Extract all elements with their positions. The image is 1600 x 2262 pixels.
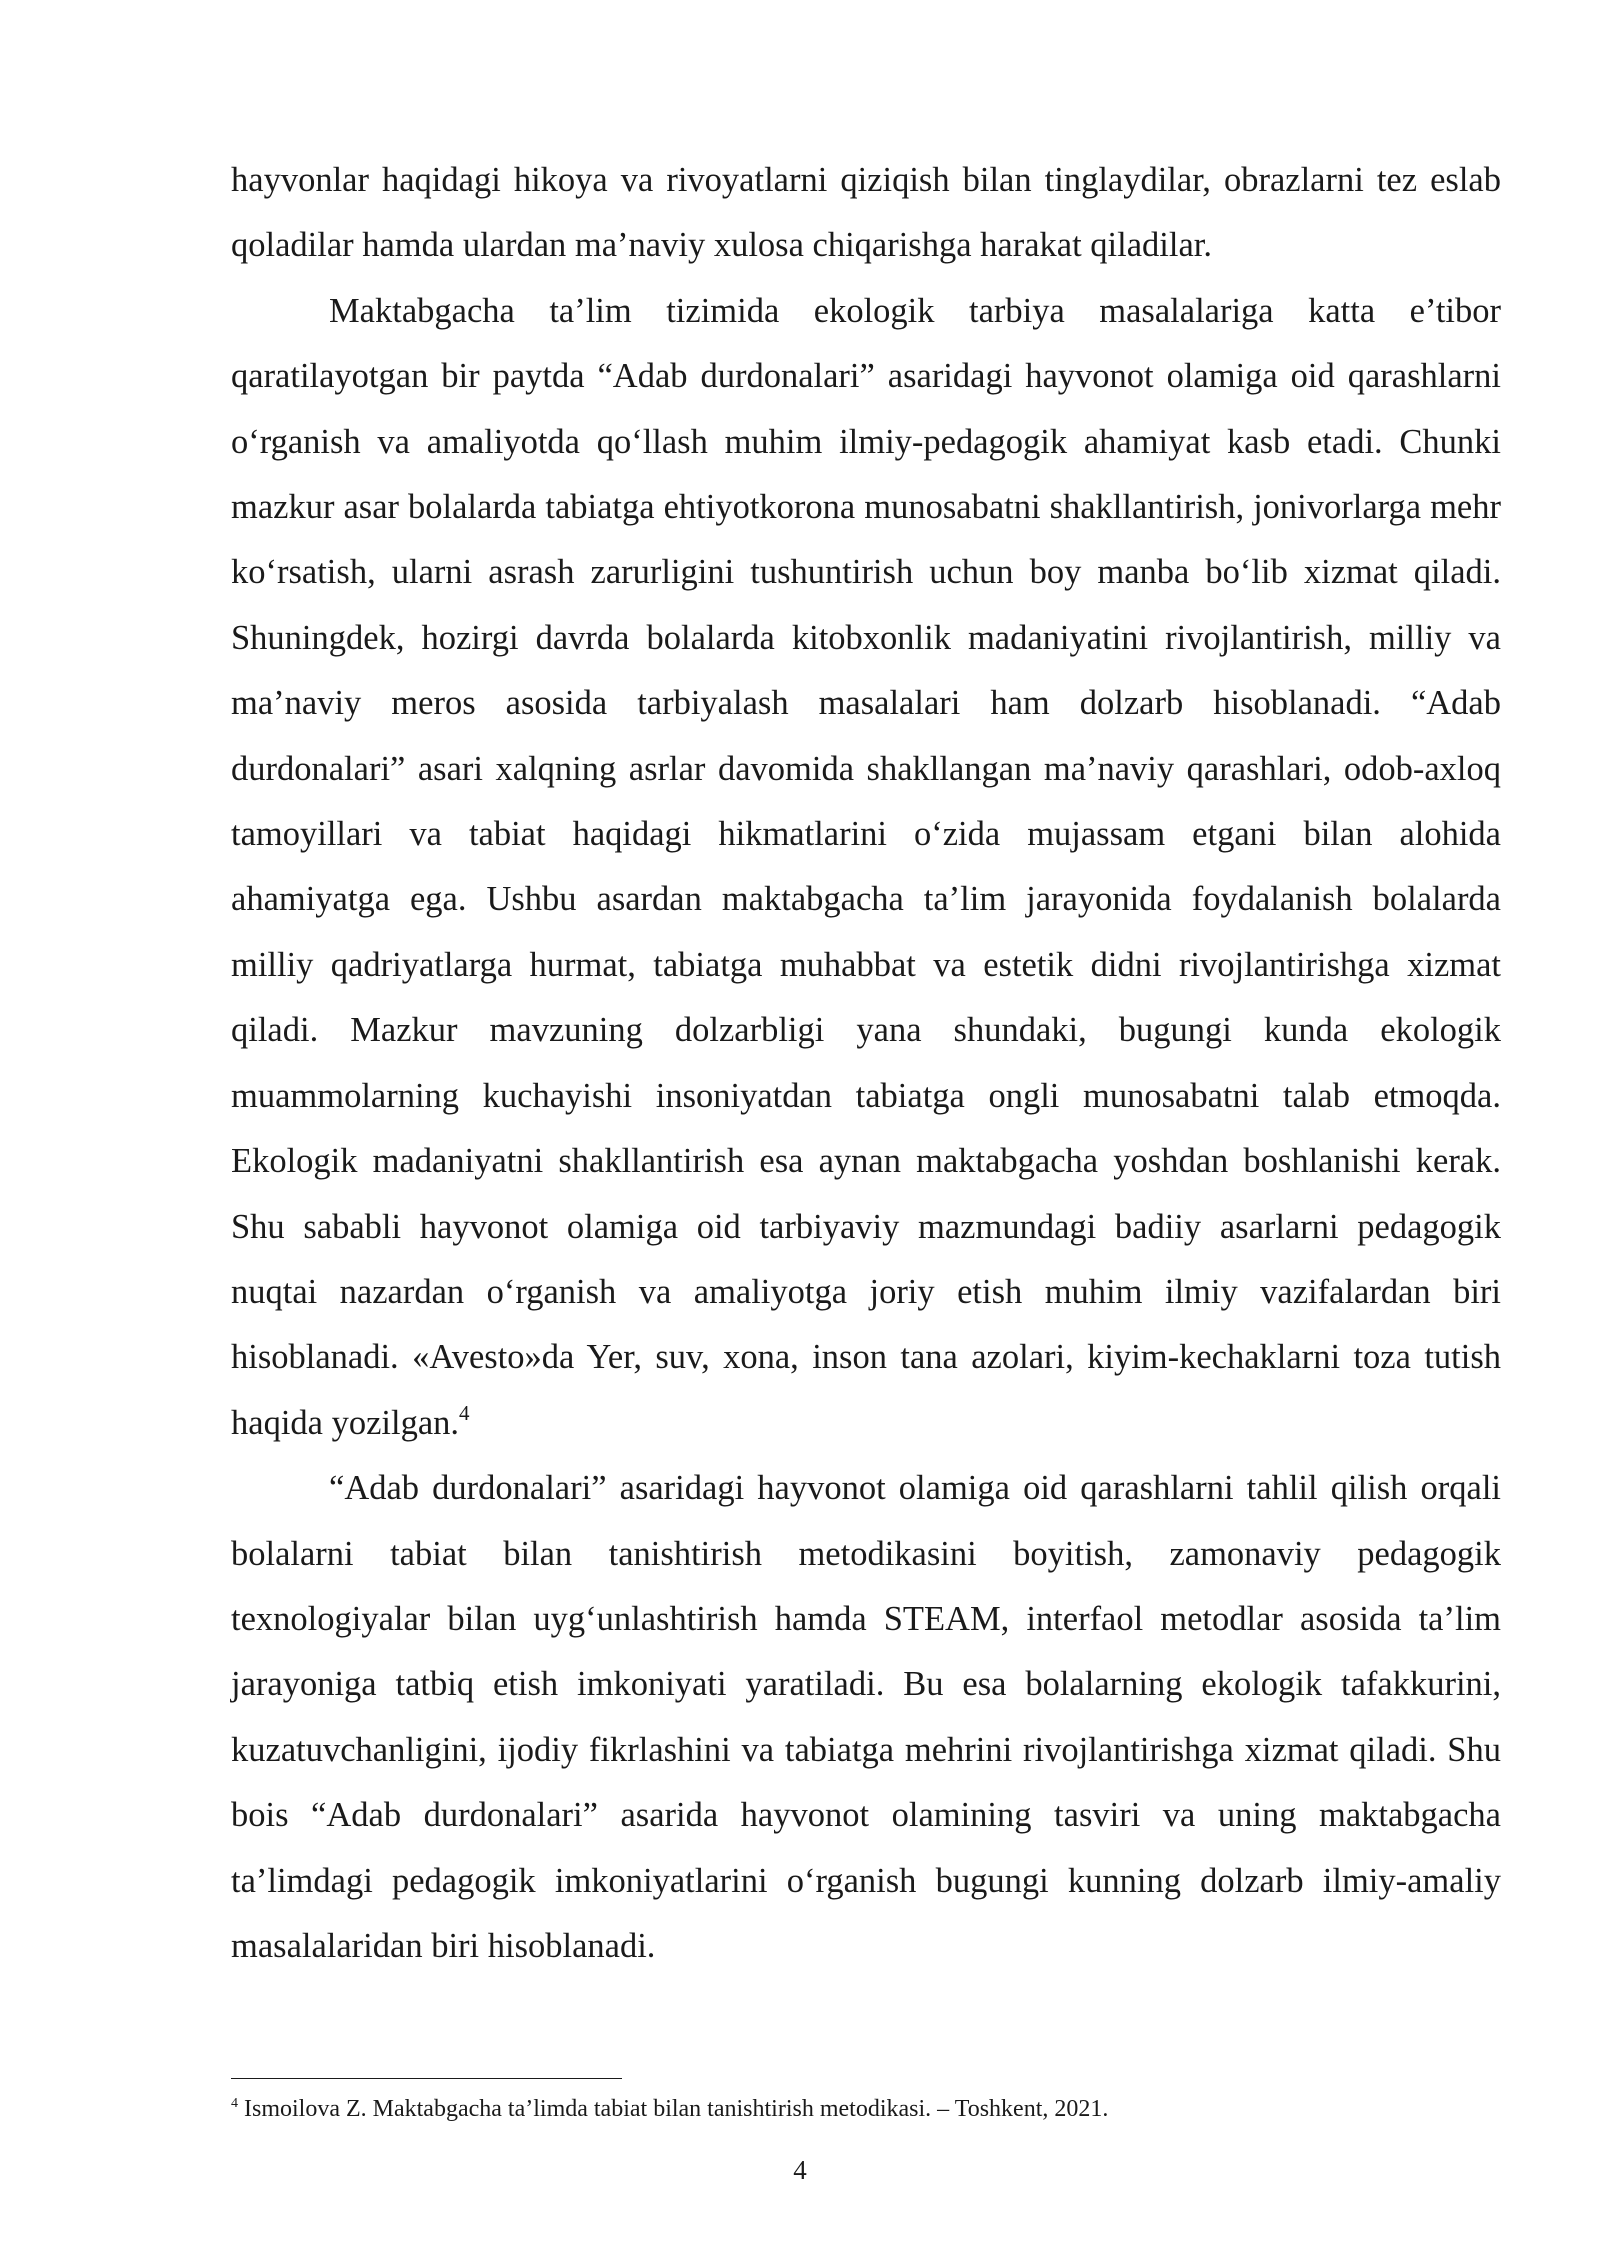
document-body [231, 148, 1501, 1979]
footnote-reference[interactable]: 4 [459, 1400, 470, 1425]
paragraph-analysis: “Adab durdonalari” asaridagi hayvonot olamiga oid qarashlarni tahlil qilish orqali bolalarni tabiat bilan tanishtirish metodikasini boyitish, zamonaviy pedagogik texnologiyalar bilan uyg‘unlashtirish hamda STEAM, interfaol metodlar asosida ta’lim jarayoniga tatbiq etish imkoniyati yaratiladi. Bu esa bolalarning ekologik tafakkurini, kuzatuvchanligini, ijodiy fikrlashini va tabiatga mehrini rivojlantirishga xizmat qiladi. Shu bois “Adab durdonalari” asarida hayvonot olamining tasviri va uning maktabgacha ta’limdagi pedagogik imkoniyatlarini o‘rganish bugungi kunning dolzarb ilmiy-amaliy masalalaridan biri hisoblanadi. [231, 1469, 1501, 1965]
paragraph-continuation: hayvonlar haqidagi hikoya va rivoyatlarni qiziqish bilan tinglaydilar, obrazlarni tez eslab qoladilar hamda ulardan ma’naviy xulosa chiqarishga harakat qiladilar. [231, 161, 1501, 265]
footnote-separator [231, 2078, 622, 2079]
paragraph-ecological-education [231, 279, 1501, 1456]
footnote [231, 2092, 1501, 2126]
footnote-text: Ismoilova Z. Maktabgacha ta’limda tabiat bilan tanishtirish metodikasi. – Toshkent, 2021. [244, 2096, 1109, 2122]
paragraph-text: Maktabgacha ta’lim tizimida ekologik tarbiya masalalariga katta e’tibor qaratilayotgan bir paytda “Adab durdonalari” asaridagi hayvonot olamiga oid qarashlarni o‘rganish va amaliyotda qo‘llash muhim ilmiy-pedagogik ahamiyat kasb etadi. Chunki mazkur asar bolalarda tabiatga ehtiyotkorona munosabatni shakllantirish, jonivorlarga mehr ko‘rsatish, ularni asrash zarurligini tushuntirish uchun boy manba bo‘lib xizmat qiladi. Shuningdek, hozirgi davrda bolalarda kitobxonlik madaniyatini rivojlantirish, milliy va ma’naviy meros asosida tarbiyalash masalalari ham dolzarb hisoblanadi. “Adab durdonalari” asari xalqning asrlar davomida shakllangan ma’naviy qarashlari, odob-axloq tamoyillari va tabiat haqidagi hikmatlarini o‘zida mujassam etgani bilan alohida ahamiyatga ega. Ushbu asardan maktabgacha ta’lim jarayonida foydalanish bolalarda milliy qadriyatlarga hurmat, tabiatga muhabbat va estetik didni rivojlantirishga xizmat qiladi. Mazkur mavzuning dolzarbligi yana shundaki, bugungi kunda ekologik muammolarning kuchayishi insoniyatdan tabiatga ongli munosabatni talab etmoqda. Ekologik madaniyatni shakllantirish esa aynan maktabgacha yoshdan boshlanishi kerak. Shu sababli hayvonot olamiga oid tarbiyaviy mazmundagi badiiy asarlarni pedagogik nuqtai nazardan o‘rganish va amaliyotga joriy etish muhim ilmiy vazifalardan biri hisoblanadi. «Avesto»da Yer, suv, xona, inson tana azolari, kiyim-kechaklarni toza tutish haqida yozilgan. [231, 291, 1501, 1442]
footnote-number: 4 [231, 2096, 238, 2111]
page-number: 4 [793, 2155, 807, 2185]
